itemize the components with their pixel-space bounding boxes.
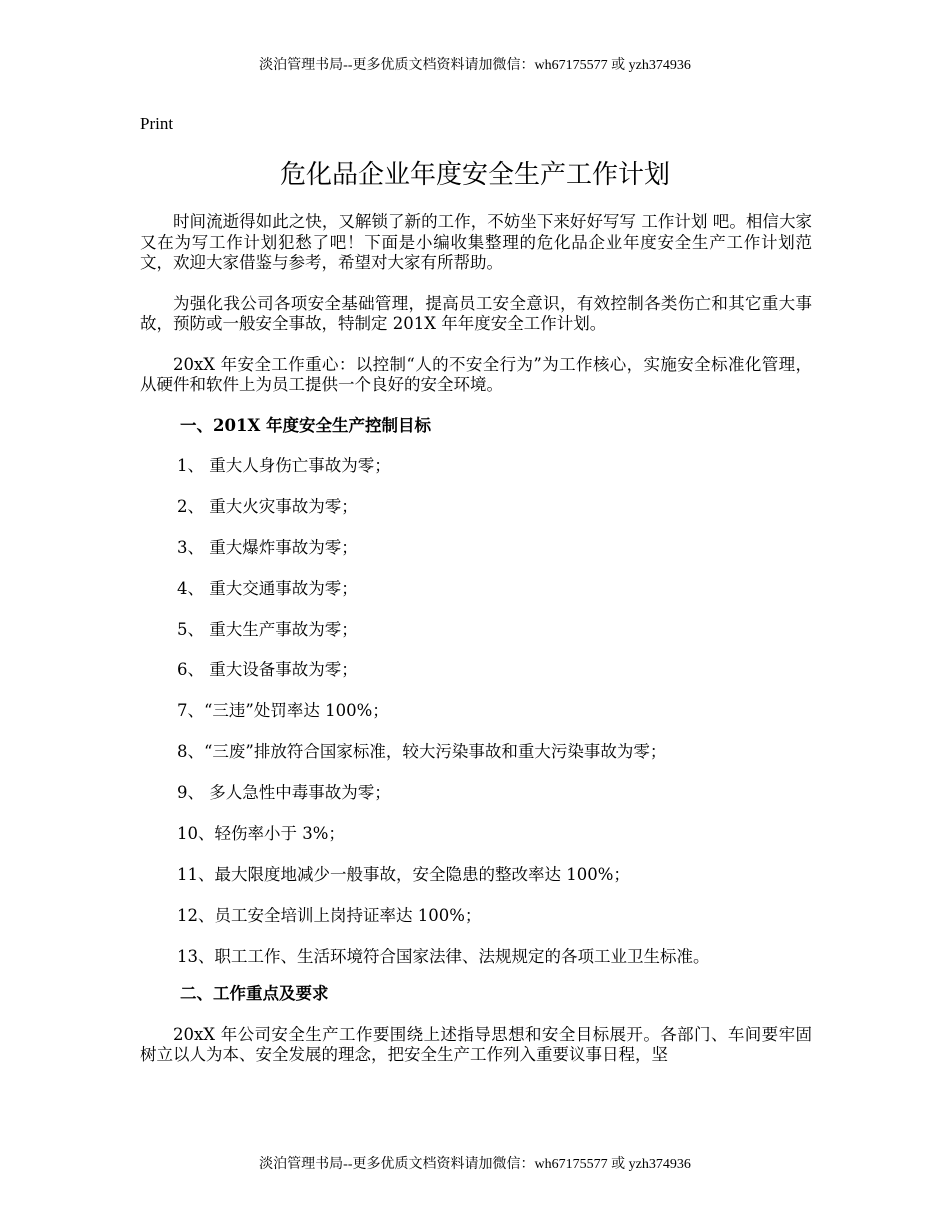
list-item: 10、轻伤率小于 3%；: [177, 824, 345, 844]
section-2-heading: 二、工作重点及要求: [180, 984, 329, 1004]
print-label: Print: [140, 114, 174, 133]
list-item: 5、 重大生产事故为零；: [177, 619, 358, 639]
list-item: 1、 重大人身伤亡事故为零；: [177, 456, 391, 475]
list-item: 7、“三违”处罚率达 100%；: [177, 701, 389, 721]
list-item: 9、 多人急性中毒事故为零；: [177, 783, 391, 803]
document-title: 危化品企业年度安全生产工作计划: [279, 160, 670, 190]
list-item: 8、“三废”排放符合国家标准，较大污染事故和重大污染事故为零；: [177, 742, 667, 762]
list-item: 11、最大限度地减少一般事故，安全隐患的整改率达 100%；: [177, 864, 630, 884]
target-list: [140, 456, 812, 967]
intro-paragraph-2: 为强化我公司各项安全基础管理，提高员工安全意识，有效控制各类伤亡和其它重大事故，预防或一般安全事故，特制定 201X 年年度安全工作计划。: [140, 293, 812, 333]
intro-paragraph-1: 时间流逝得如此之快，又解锁了新的工作，不妨坐下来好好写写 工作计划 吧。相信大家又在为写工作计划犯愁了吧！下面是小编收集整理的危化品企业年度安全生产工作计划范文，欢迎大家借鉴与参考，希望对大家有所帮助。: [140, 212, 812, 272]
intro-paragraph-3: 20xX 年安全工作重心：以控制“人的不安全行为”为工作核心，实施安全标准化管理，从硬件和软件上为员工提供一个良好的安全环境。: [140, 354, 812, 394]
list-item: 4、 重大交通事故为零；: [177, 578, 358, 598]
list-item: 13、职工工作、生活环境符合国家法律、法规规定的各项工业卫生标准。: [177, 946, 710, 966]
page-header: 淡泊管理书局--更多优质文档资料请加微信：wh67175577 或 yzh374936: [259, 58, 691, 73]
list-item: 6、 重大设备事故为零；: [177, 660, 358, 680]
list-item: 12、员工安全培训上岗持证率达 100%；: [177, 905, 482, 925]
section-2-paragraph: 20xX 年公司安全生产工作要围绕上述指导思想和安全目标展开。各部门、车间要牢固树立以人为本、安全发展的理念，把安全生产工作列入重要议事日程，坚: [140, 1024, 812, 1065]
document-body: [140, 212, 812, 1086]
section-1-heading: 一、201X 年度安全生产控制目标: [180, 415, 431, 435]
list-item: 3、 重大爆炸事故为零；: [177, 537, 358, 557]
page-footer: 淡泊管理书局--更多优质文档资料请加微信：wh67175577 或 yzh374936: [259, 1157, 691, 1172]
list-item: 2、 重大火灾事故为零；: [177, 496, 358, 516]
